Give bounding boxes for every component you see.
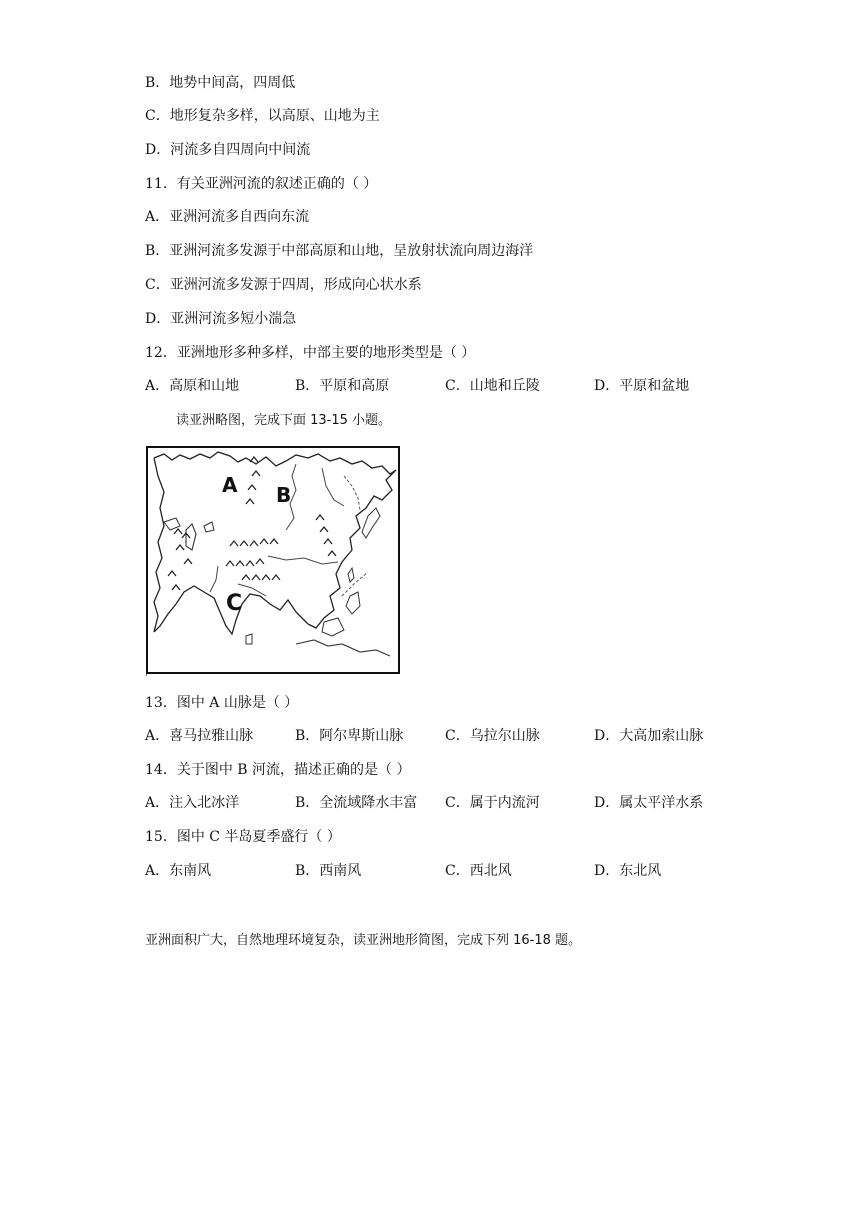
q10-option-d: D．河流多自四周向中间流 bbox=[145, 142, 311, 158]
q14-option-a: A．注入北冰洋 bbox=[145, 795, 240, 811]
q13-option-b: B．阿尔卑斯山脉 bbox=[295, 728, 404, 744]
q11-option-b: B．亚洲河流多发源于中部高原和山地，呈放射状流向周边海洋 bbox=[145, 243, 534, 259]
q12-option-c: C．山地和丘陵 bbox=[445, 378, 540, 394]
q13-option-d: D．大高加索山脉 bbox=[594, 728, 704, 744]
q13-stem: 13．图中 A 山脉是（ ） bbox=[145, 695, 299, 711]
q15-option-d: D．东北风 bbox=[594, 863, 662, 879]
q14-option-b: B．全流域降水丰富 bbox=[295, 795, 418, 811]
q14-options bbox=[145, 793, 745, 813]
q12-option-b: B．平原和高原 bbox=[295, 378, 390, 394]
map-label-b: B bbox=[276, 483, 292, 507]
q14-option-c: C．属于内流河 bbox=[445, 795, 540, 811]
q12-options bbox=[145, 376, 745, 396]
q12-option-a: A．高原和山地 bbox=[145, 378, 240, 394]
q10-option-c: C．地形复杂多样，以高原、山地为主 bbox=[145, 108, 380, 124]
q11-option-a: A．亚洲河流多自西向东流 bbox=[145, 209, 310, 225]
q12-option-d: D．平原和盆地 bbox=[594, 378, 690, 394]
q12-stem: 12．亚洲地形多种多样，中部主要的地形类型是（ ） bbox=[145, 345, 476, 361]
q15-stem: 15．图中 C 半岛夏季盛行（ ） bbox=[145, 829, 341, 845]
q15-option-b: B．西南风 bbox=[295, 863, 362, 879]
asia-sketch-map bbox=[146, 446, 402, 678]
q14-option-d: D．属太平洋水系 bbox=[594, 795, 704, 811]
q15-option-c: C．西北风 bbox=[445, 863, 512, 879]
q14-stem: 14．关于图中 B 河流，描述正确的是（ ） bbox=[145, 762, 411, 778]
q15-options bbox=[145, 861, 745, 881]
q11-stem: 11．有关亚洲河流的叙述正确的（ ） bbox=[145, 176, 378, 192]
intro-16-18: 亚洲面积广大，自然地理环境复杂，读亚洲地形简图，完成下列 16-18 题。 bbox=[145, 933, 582, 948]
map-frame bbox=[147, 447, 399, 673]
map-label-c: C bbox=[226, 591, 243, 616]
q10-option-b: B．地势中间高，四周低 bbox=[145, 75, 296, 91]
q11-option-c: C．亚洲河流多发源于四周，形成向心状水系 bbox=[145, 277, 422, 293]
q13-options bbox=[145, 726, 745, 746]
q15-option-a: A．东南风 bbox=[145, 863, 212, 879]
map-label-a: A bbox=[222, 473, 238, 497]
q13-option-c: C．乌拉尔山脉 bbox=[445, 728, 540, 744]
intro-13-15: 读亚洲略图，完成下面 13-15 小题。 bbox=[176, 413, 392, 428]
q11-option-d: D．亚洲河流多短小湍急 bbox=[145, 311, 297, 327]
q13-option-a: A．喜马拉雅山脉 bbox=[145, 728, 254, 744]
